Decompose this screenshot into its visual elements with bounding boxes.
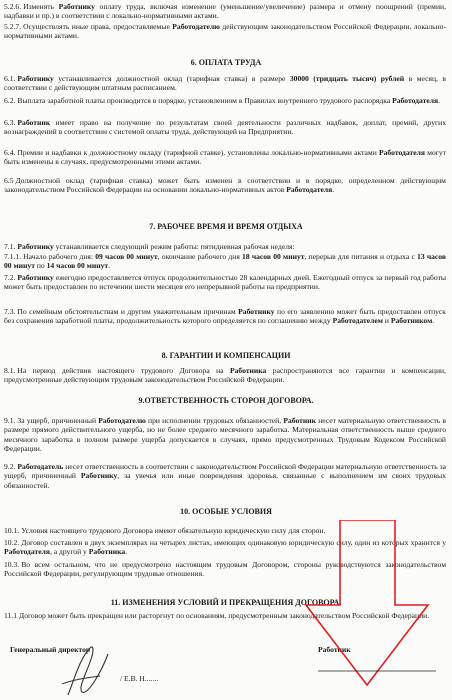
- clause-6-4: 6.4. Премии и надбавки к должностному окладу (тарифной ставке), установлены локально-нормативными актами Работодателя могут быть изменены в случаях, предусмотренными этими актами.: [4, 148, 446, 167]
- signature-label-director: Генеральный директор: [10, 645, 91, 654]
- section-7-heading: 7. РАБОЧЕЕ ВРЕМЯ И ВРЕМЯ ОТДЫХА: [149, 222, 303, 231]
- clause-10-1: 10.1. Условия настоящего трудового Договора имеют обязательную юридическую силу для сторон.: [4, 526, 326, 535]
- clause-6-5: 6.5 Должностной оклад (тарифная ставка) может быть изменен в соответствии и в порядке, определенном действующим законодательством Российской Федерации на основании локально-нормативных актов Работодателя.: [4, 176, 446, 195]
- clause-7-3: 7.3. По семейным обстоятельствам и другим уважительным причинам Работнику по его заявлению может быть предоставлен отпуск без сохранения заработной платы, продолжительность которого определяется по соглашению между Работодателем и Работником.: [4, 307, 446, 326]
- clause-7-1-1: 7.1.1. Начало рабочего дня: 09 часов 00 минут, окончание рабочего дня 18 часов 00 минут, перерыв для питания и отдыха с 13 часов 00 минут по 14 часов 00 минут.: [4, 252, 446, 271]
- red-arrow-icon: [300, 520, 450, 690]
- section-10-heading: 10. ОСОБЫЕ УСЛОВИЯ: [180, 507, 272, 516]
- clause-11-1: 11.1 Договор может быть прекращен или расторгнут по основаниям, предусмотренным законодательством Российской Федерации.: [4, 611, 430, 620]
- clause-6-1: 6.1. Работнику устанавливается должностной оклад (тарифная ставка) в размере 30000 (тридцать тысяч) рублей в месяц, в соответствии с действующим штатным расписанием.: [4, 74, 446, 93]
- signature-line-employee: [318, 668, 438, 674]
- clause-7-2: 7.2. Работнику ежегодно предоставляется отпуск продолжительностью 28 календарных дней. Ежегодный отпуск за первый год работы может быть предоставлен по истечении шести месяцев его непрерывной работы на предприятии.: [4, 273, 446, 292]
- clause-8-1: 8.1. На период действия настоящего трудового Договора на Работника распространяются все гарантии и компенсации, предусмотренные действующим трудовым законодательством Российской Федерации.: [4, 366, 447, 385]
- clause-9-2: 9.2. Работодатель несет ответственность в соответствии с законодательством Российской Федерации материальную ответственность за ущерб, причиненный Работнику, за увечья или иные повреждения здоровья, связанные с выполнением им своих трудовых обязанностей.: [4, 462, 447, 490]
- section-11-heading: 11. ИЗМЕНЕНИЯ УСЛОВИЙ И ПРЕКРАЩЕНИЯ ДОГОВОРА.: [110, 598, 342, 607]
- section-8-heading: 8. ГАРАНТИИ И КОМПЕНСАЦИИ: [161, 351, 291, 360]
- clause-5-2-6: 5.2.6. Изменять Работнику оплату труда, включая изменение (уменьшение/увеличение) размера и отмену поощрений (премии, надбавки и пр.) в соответствии с локально-нормативными актами.: [4, 2, 446, 21]
- clause-10-2: 10.2. Договор составлен в двух экземплярах на четырех листах, имеющих одинаковую юридическую силу, один из которых хранится у Работодателя, а другой у Работника.: [4, 538, 446, 557]
- clause-6-2: 6.2. Выплата заработной платы производится в порядке, установленном в Правилах внутреннего трудового распорядка Работодателя.: [4, 96, 440, 105]
- signature-scribble-icon: [60, 640, 120, 698]
- section-6-heading: 6. ОПЛАТА ТРУДА: [190, 58, 262, 67]
- clause-7-1: 7.1. Работнику устанавливается следующий режим работы: пятидневная рабочая неделя:: [4, 242, 295, 251]
- clause-5-2-7: 5.2.7. Осуществлять иные права, предоставляемые Работодателю действующим законодательством Российской Федерации, локально-нормативными актами.: [4, 22, 446, 41]
- section-9-heading: 9.ОТВЕТСТВЕННОСТЬ СТОРОН ДОГОВОРА.: [138, 396, 314, 405]
- clause-6-3: 6.3. Работник имеет право на получение по результатам своей деятельности различных надбавок, доплат, премий, других вознаграждений в соответствии с системой оплаты труда, действующей на Предприятии.: [4, 118, 446, 137]
- clause-9-1: 9.1. За ущерб, причиненный Работодателю при исполнении трудовых обязанностей, Работник несет материальную ответственность в размере прямого действительного ущерба, но не более среднего месячного заработка. Материальная ответственность выше среднего месячного заработка в полном размере ущерба допускается в случаях, прямо предусмотренных Трудовым Кодексом Российской Федерации.: [4, 416, 446, 453]
- signature-name-director: / Е.В. Н.......: [120, 674, 159, 683]
- signature-label-employee: Работник: [318, 645, 351, 654]
- clause-10-3: 10.3. Во всем остальном, что не предусмотрено настоящим трудовым Договором, стороны руководствуются законодательством Российской Федерации, регулирующим трудовые отношения.: [4, 560, 446, 579]
